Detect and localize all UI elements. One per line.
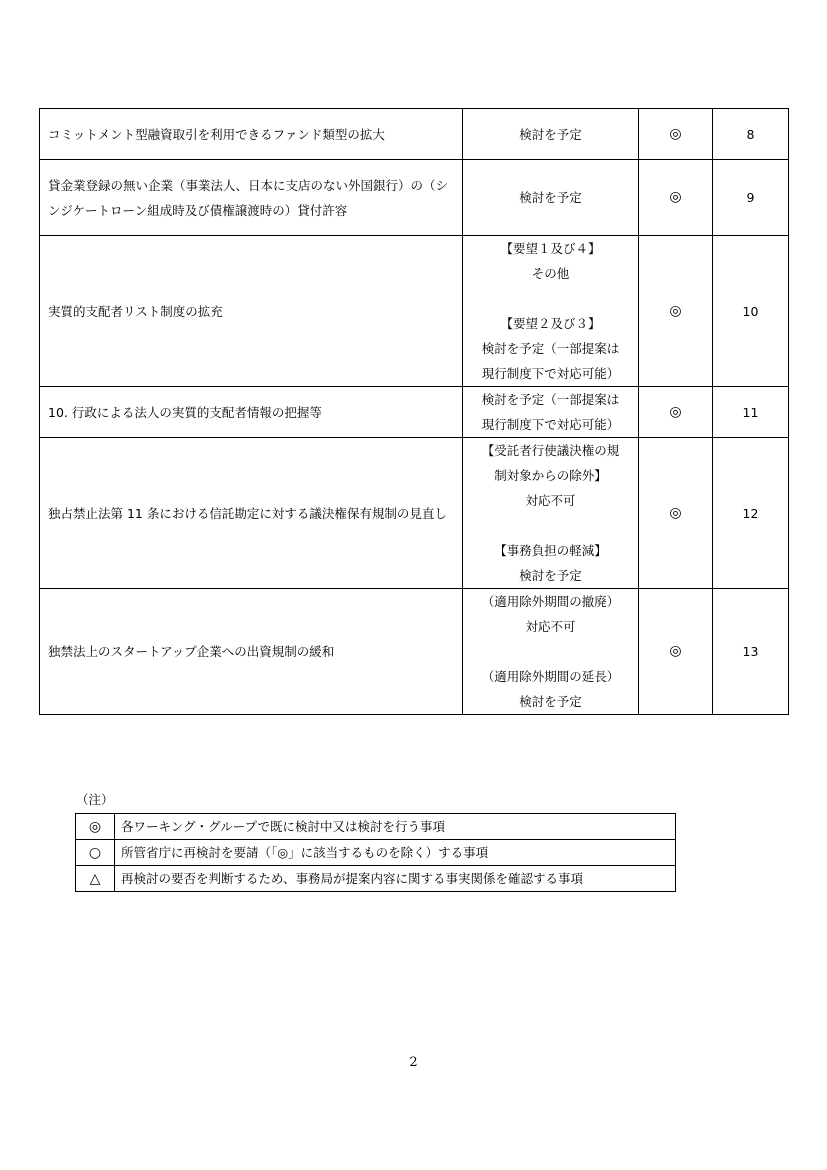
legend-table — [75, 813, 676, 892]
legend-symbol: ○ — [76, 840, 115, 866]
page-number: 2 — [409, 1055, 418, 1070]
evaluation-cell: ◎ — [639, 160, 713, 236]
number-cell: 8 — [713, 109, 789, 160]
evaluation-cell: ◎ — [639, 589, 713, 715]
table-row — [40, 236, 789, 387]
response-line: 検討を予定 — [519, 694, 582, 709]
response-line: 検討を予定（一部提案は — [481, 392, 620, 407]
response-line: 検討を予定 — [519, 126, 582, 142]
response-line: （適用除外期間の撤廃） — [481, 594, 620, 609]
response-cell — [463, 160, 639, 236]
response-line — [463, 513, 638, 538]
item-cell: 貸金業登録の無い企業（事業法人、日本に支店のない外国銀行）の（シンジケートローン組成時及び債権譲渡時の）貸付許容 — [40, 160, 463, 236]
evaluation-cell: ◎ — [639, 236, 713, 387]
number-cell: 11 — [713, 387, 789, 438]
evaluation-cell: ◎ — [639, 387, 713, 438]
response-cell — [463, 589, 639, 715]
response-line: 対応不可 — [525, 619, 576, 634]
legend-description: 各ワーキング・グループで既に検討中又は検討を行う事項 — [115, 814, 676, 840]
table-row — [40, 589, 789, 715]
note-label: （注） — [76, 792, 114, 807]
response-line: 現行制度下で対応可能） — [481, 417, 620, 432]
response-line: 【要望１及び４】 — [500, 241, 601, 256]
number-cell: 12 — [713, 438, 789, 589]
proposal-table — [39, 108, 789, 715]
response-line: 制対象からの除外】 — [494, 468, 607, 483]
legend-row — [76, 814, 676, 840]
legend-row — [76, 866, 676, 892]
response-line — [463, 286, 638, 311]
response-cell — [463, 236, 639, 387]
response-line — [463, 639, 638, 664]
table-row — [40, 387, 789, 438]
legend-symbol: △ — [76, 866, 115, 892]
legend-row — [76, 840, 676, 866]
table-row — [40, 109, 789, 160]
legend-description: 所管省庁に再検討を要請（「◎」に該当するものを除く）する事項 — [115, 840, 676, 866]
table-row — [40, 160, 789, 236]
item-cell: 独占禁止法第 11 条における信託勘定に対する議決権保有規制の見直し — [40, 438, 463, 589]
table-row — [40, 438, 789, 589]
response-cell — [463, 387, 639, 438]
response-line: その他 — [531, 266, 570, 281]
item-cell: 10. 行政による法人の実質的支配者情報の把握等 — [40, 387, 463, 438]
response-line: 検討を予定（一部提案は — [481, 341, 620, 356]
number-cell: 9 — [713, 160, 789, 236]
response-line: 検討を予定 — [519, 190, 582, 205]
number-cell: 10 — [713, 236, 789, 387]
proposal-table-body — [40, 109, 789, 715]
item-cell: 実質的支配者リスト制度の拡充 — [40, 236, 463, 387]
response-line: 検討を予定 — [519, 568, 582, 583]
response-cell — [463, 109, 639, 160]
response-line: 【事務負担の軽減】 — [494, 543, 607, 558]
legend-description: 再検討の要否を判断するため、事務局が提案内容に関する事実関係を確認する事項 — [115, 866, 676, 892]
legend-table-body — [76, 814, 676, 892]
response-cell — [463, 438, 639, 589]
response-line: 対応不可 — [525, 493, 576, 508]
evaluation-cell: ◎ — [639, 109, 713, 160]
number-cell: 13 — [713, 589, 789, 715]
response-line: （適用除外期間の延長） — [481, 669, 620, 684]
item-cell: コミットメント型融資取引を利用できるファンド類型の拡大 — [40, 109, 463, 160]
response-line: 現行制度下で対応可能） — [481, 366, 620, 381]
response-line: 【要望２及び３】 — [500, 316, 601, 331]
evaluation-cell: ◎ — [639, 438, 713, 589]
item-cell: 独禁法上のスタートアップ企業への出資規制の緩和 — [40, 589, 463, 715]
response-line: 【受託者行使議決権の規 — [481, 443, 620, 458]
legend-symbol: ◎ — [76, 814, 115, 840]
